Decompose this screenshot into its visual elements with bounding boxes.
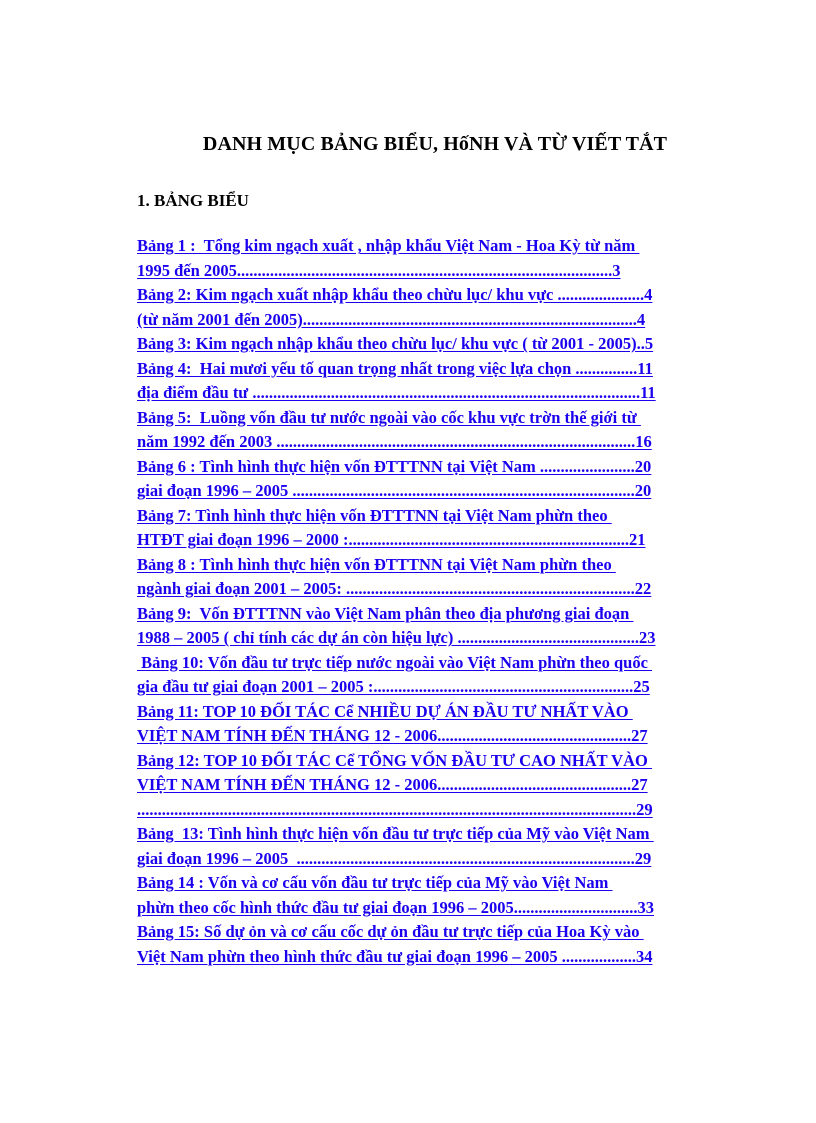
toc-link-line[interactable] (137, 822, 739, 847)
toc-link-line[interactable] (137, 308, 739, 333)
toc-link-line[interactable] (137, 920, 739, 945)
toc-link-line[interactable] (137, 798, 739, 823)
toc-link-line[interactable] (137, 675, 739, 700)
table-of-contents (137, 234, 739, 969)
toc-link-line[interactable] (137, 749, 739, 774)
toc-entry[interactable] (137, 357, 739, 406)
toc-entry[interactable] (137, 234, 739, 283)
toc-link-line[interactable] (137, 724, 739, 749)
toc-link-text: VIỆT NAM TÍNH ĐẾN THÁNG 12 - 2006...............................................27 (137, 726, 648, 745)
toc-link-line[interactable] (137, 283, 739, 308)
toc-link-text: ngành giai đoạn 2001 – 2005: ......................................................................22 (137, 579, 652, 598)
toc-entry[interactable] (137, 283, 739, 332)
toc-link-text: Bảng 12: TOP 10 ĐỐI TÁC Cể TỔNG VỐN ĐẦU TƯ CAO NHẤT VÀO (137, 750, 652, 770)
toc-link-text: Bảng 11: TOP 10 ĐỐI TÁC Cể NHIỀU DỰ ÁN ĐẦU TƯ NHẤT VÀO (137, 701, 633, 721)
toc-link-text: địa điểm đầu tư ..............................................................................................11 (137, 383, 656, 402)
toc-entry[interactable] (137, 332, 739, 357)
toc-link-text: Bảng 9: Vốn ĐTTTNN vào Việt Nam phân theo địa phương giai đoạn (137, 603, 634, 623)
toc-entry[interactable] (137, 602, 739, 651)
toc-entry[interactable] (137, 700, 739, 749)
toc-link-text: giai đoạn 1996 – 2005 ..................................................................................29 (137, 848, 652, 868)
toc-link-text: (từ năm 2001 đến 2005).................................................................................4 (137, 309, 646, 329)
toc-link-text: Bảng 8 : Tình hình thực hiện vốn ĐTTTNN tại Việt Nam phừn theo (137, 554, 616, 574)
toc-link-text: năm 1992 đến 2003 .......................................................................................16 (137, 432, 652, 451)
toc-link-text: Bảng 6 : Tình hình thực hiện vốn ĐTTTNN tại Việt Nam .......................20 (137, 456, 652, 476)
toc-link-text: Bảng 5: Luồng vốn đầu tư nước ngoài vào cốc khu vực trờn thế giới từ (137, 407, 641, 427)
toc-link-line[interactable] (137, 504, 739, 529)
toc-link-text: .........................................................................................................................29 (137, 799, 653, 819)
toc-link-line[interactable] (137, 332, 739, 357)
toc-entry[interactable] (137, 749, 739, 823)
toc-link-text: Bảng 7: Tình hình thực hiện vốn ĐTTTNN tại Việt Nam phừn theo (137, 505, 612, 525)
toc-link-line[interactable] (137, 602, 739, 627)
toc-entry[interactable] (137, 871, 739, 920)
toc-link-line[interactable] (137, 234, 739, 259)
toc-link-text: Bảng 3: Kim ngạch nhập khẩu theo chừu lục/ khu vực ( từ 2001 - 2005)..5 (137, 334, 654, 353)
toc-entry[interactable] (137, 651, 739, 700)
toc-link-line[interactable] (137, 553, 739, 578)
section-heading: 1. BẢNG BIỂU (137, 191, 249, 210)
toc-entry[interactable] (137, 504, 739, 553)
toc-link-line[interactable] (137, 357, 739, 382)
toc-link-text: Bảng 1 : Tổng kim ngạch xuất , nhập khẩu Việt Nam - Hoa Kỳ từ năm (137, 236, 640, 255)
toc-link-line[interactable] (137, 626, 739, 651)
toc-link-text: Bảng 13: Tình hình thực hiện vốn đầu tư trực tiếp của Mỹ vào Việt Nam (137, 824, 654, 843)
toc-link-text: Bảng 4: Hai mươi yếu tố quan trọng nhất trong việc lựa chọn ...............11 (137, 358, 653, 378)
toc-link-text: Việt Nam phừn theo hình thức đầu tư giai đoạn 1996 – 2005 ..................34 (137, 946, 653, 966)
toc-link-line[interactable] (137, 259, 739, 284)
toc-link-line[interactable] (137, 700, 739, 725)
toc-entry[interactable] (137, 920, 739, 969)
toc-link-text: gia đầu tư giai đoạn 2001 – 2005 :...............................................................25 (137, 677, 650, 696)
toc-link-line[interactable] (137, 896, 739, 921)
toc-link-line[interactable] (137, 847, 739, 872)
toc-entry[interactable] (137, 822, 739, 871)
toc-link-line[interactable] (137, 577, 739, 602)
toc-link-text: 1995 đến 2005...........................................................................................3 (137, 260, 621, 280)
toc-entry[interactable] (137, 553, 739, 602)
toc-entry[interactable] (137, 455, 739, 504)
toc-link-text: giai đoạn 1996 – 2005 ...................................................................................20 (137, 481, 652, 500)
toc-link-line[interactable] (137, 773, 739, 798)
toc-link-line[interactable] (137, 479, 739, 504)
toc-link-line[interactable] (137, 381, 739, 406)
toc-link-line[interactable] (137, 406, 739, 431)
toc-link-text: Bảng 10: Vốn đầu tư trực tiếp nước ngoài vào Việt Nam phừn theo quốc (137, 652, 653, 672)
toc-entry[interactable] (137, 406, 739, 455)
toc-link-text: phừn theo cốc hình thức đầu tư giai đoạn 1996 – 2005..............................33 (137, 897, 654, 917)
toc-link-text: Bảng 14 : Vốn và cơ cấu vốn đầu tư trực tiếp của Mỹ vào Việt Nam (137, 873, 613, 892)
toc-link-line[interactable] (137, 651, 739, 676)
toc-link-text: HTĐT giai đoạn 1996 – 2000 :....................................................................21 (137, 530, 646, 549)
toc-link-line[interactable] (137, 430, 739, 455)
toc-link-text: Bảng 2: Kim ngạch xuất nhập khẩu theo chừu lục/ khu vực .....................4 (137, 285, 653, 304)
toc-link-line[interactable] (137, 945, 739, 970)
toc-link-text: VIỆT NAM TÍNH ĐẾN THÁNG 12 - 2006...............................................27 (137, 775, 648, 794)
toc-link-line[interactable] (137, 871, 739, 896)
page-title: DANH MỤC BẢNG BIỂU, HốNH VÀ TỪ VIẾT TẮT (202, 133, 668, 155)
toc-link-line[interactable] (137, 455, 739, 480)
toc-link-text: 1988 – 2005 ( chỉ tính các dự án còn hiệu lực) ............................................23 (137, 628, 656, 647)
toc-link-text: Bảng 15: Số dự ỏn và cơ cấu cốc dự ỏn đầu tư trực tiếp của Hoa Kỳ vào (137, 922, 644, 941)
toc-link-line[interactable] (137, 528, 739, 553)
